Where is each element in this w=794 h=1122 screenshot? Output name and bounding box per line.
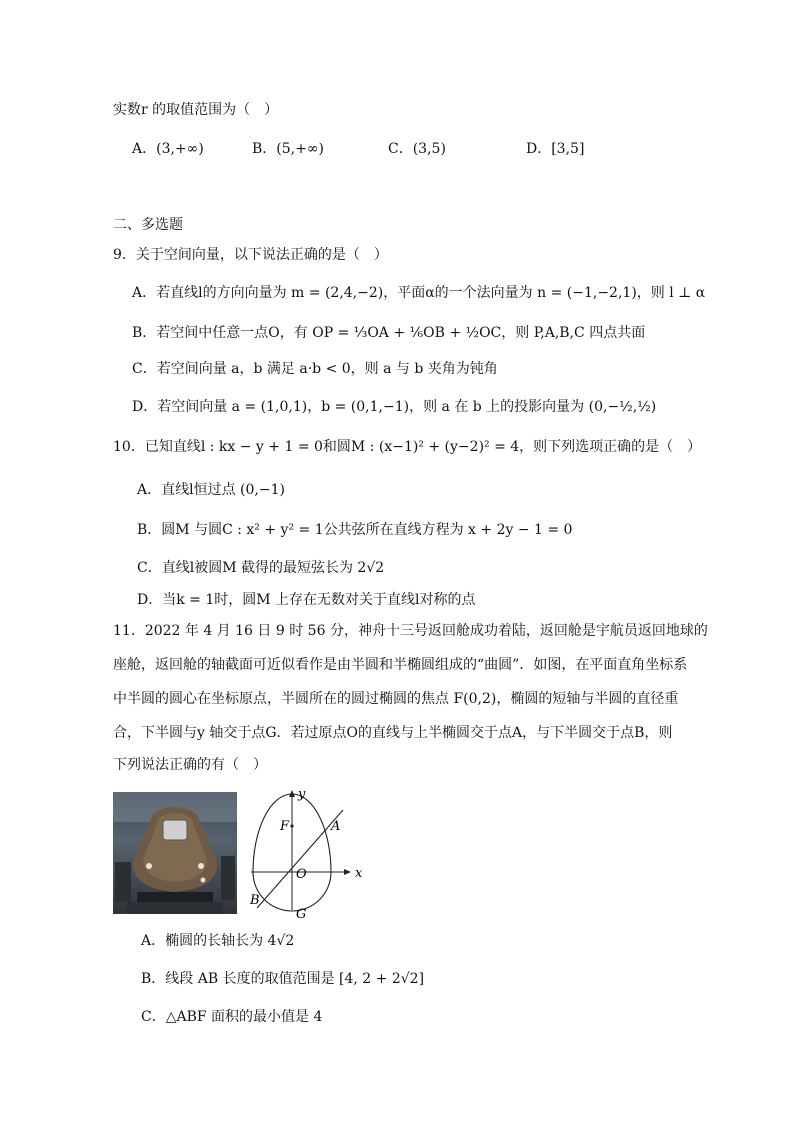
q11-option-c: C．△ABF 面积的最小值是 4 (141, 1009, 323, 1025)
q10-stem: 10．已知直线l : kx − y + 1 = 0和圆M : (x−1)² + (y−2)² = 4，则下列选项正确的是（ ） (113, 439, 702, 455)
label-b: B (250, 893, 260, 908)
q10-option-c: C．直线l被圆M 截得的最短弦长为 2√2 (137, 560, 385, 576)
q9-option-b: B．若空间中任意一点O，有 OP = ⅓OA + ⅙OB + ½OC，则 P,A,B,C 四点共面 (132, 325, 646, 341)
curved-circle-diagram (245, 780, 365, 920)
q8-options (132, 138, 652, 158)
q9-option-a: A．若直线l的方向向量为 m = (2,4,−2)，平面α的一个法向量为 n = (−1,−2,1)，则 l ⊥ α (132, 285, 706, 301)
q11-line-3: 中半圆的圆心在坐标原点，半圆所在的圆过椭圆的焦点 F(0,2)，椭圆的短轴与半圆的直径重 (113, 691, 679, 707)
q9-option-d: D．若空间向量 a = (1,0,1)，b = (0,1,−1)，则 a 在 b 上的投影向量为 (0,−½,½) (132, 399, 657, 415)
label-y: y (298, 787, 306, 802)
q11-line-5: 下列说法正确的有（ ） (113, 757, 267, 773)
label-o: O (296, 867, 307, 882)
q10-option-b: B．圆M 与圆C : x² + y² = 1公共弦所在直线方程为 x + 2y − 1 = 0 (137, 522, 573, 538)
q8-option-d: D．[3,5] (526, 141, 585, 157)
q11-line-4: 合，下半圆与y 轴交于点G．若过原点O的直线与上半椭圆交于点A，与下半圆交于点B，则 (113, 725, 673, 741)
q10-option-a: A．直线l恒过点 (0,−1) (137, 482, 285, 498)
label-g: G (296, 907, 307, 920)
q11-option-b: B．线段 AB 长度的取值范围是 [4, 2 + 2√2] (141, 971, 425, 987)
q11-line-2: 座舱，返回舱的轴截面可近似看作是由半圆和半椭圆组成的“曲圆”．如图，在平面直角坐标系 (113, 657, 688, 673)
label-a: A (331, 819, 341, 834)
q9-option-c: C．若空间向量 a，b 满足 a·b < 0，则 a 与 b 夹角为钝角 (132, 361, 498, 377)
q11-line-1: 11．2022 年 4 月 16 日 9 时 56 分，神舟十三号返回舱成功着陆，返回舱是宇航员返回地球的 (113, 623, 708, 639)
q8-option-b: B．(5,+∞) (252, 141, 324, 157)
q9-stem: 9．关于空间向量，以下说法正确的是（ ） (113, 247, 388, 263)
q8-stem-tail: 实数r 的取值范围为（ ） (113, 102, 279, 118)
q8-option-a: A．(3,+∞) (132, 141, 204, 157)
q10-option-d: D．当k = 1时，圆M 上存在无数对关于直线l对称的点 (137, 592, 476, 608)
q8-option-c: C．(3,5) (388, 141, 446, 157)
section-heading: 二、多选题 (113, 217, 183, 233)
capsule-photo (113, 792, 237, 914)
q11-option-a: A．椭圆的长轴长为 4√2 (141, 933, 295, 949)
label-x: x (355, 866, 363, 881)
label-f: F (280, 819, 290, 834)
